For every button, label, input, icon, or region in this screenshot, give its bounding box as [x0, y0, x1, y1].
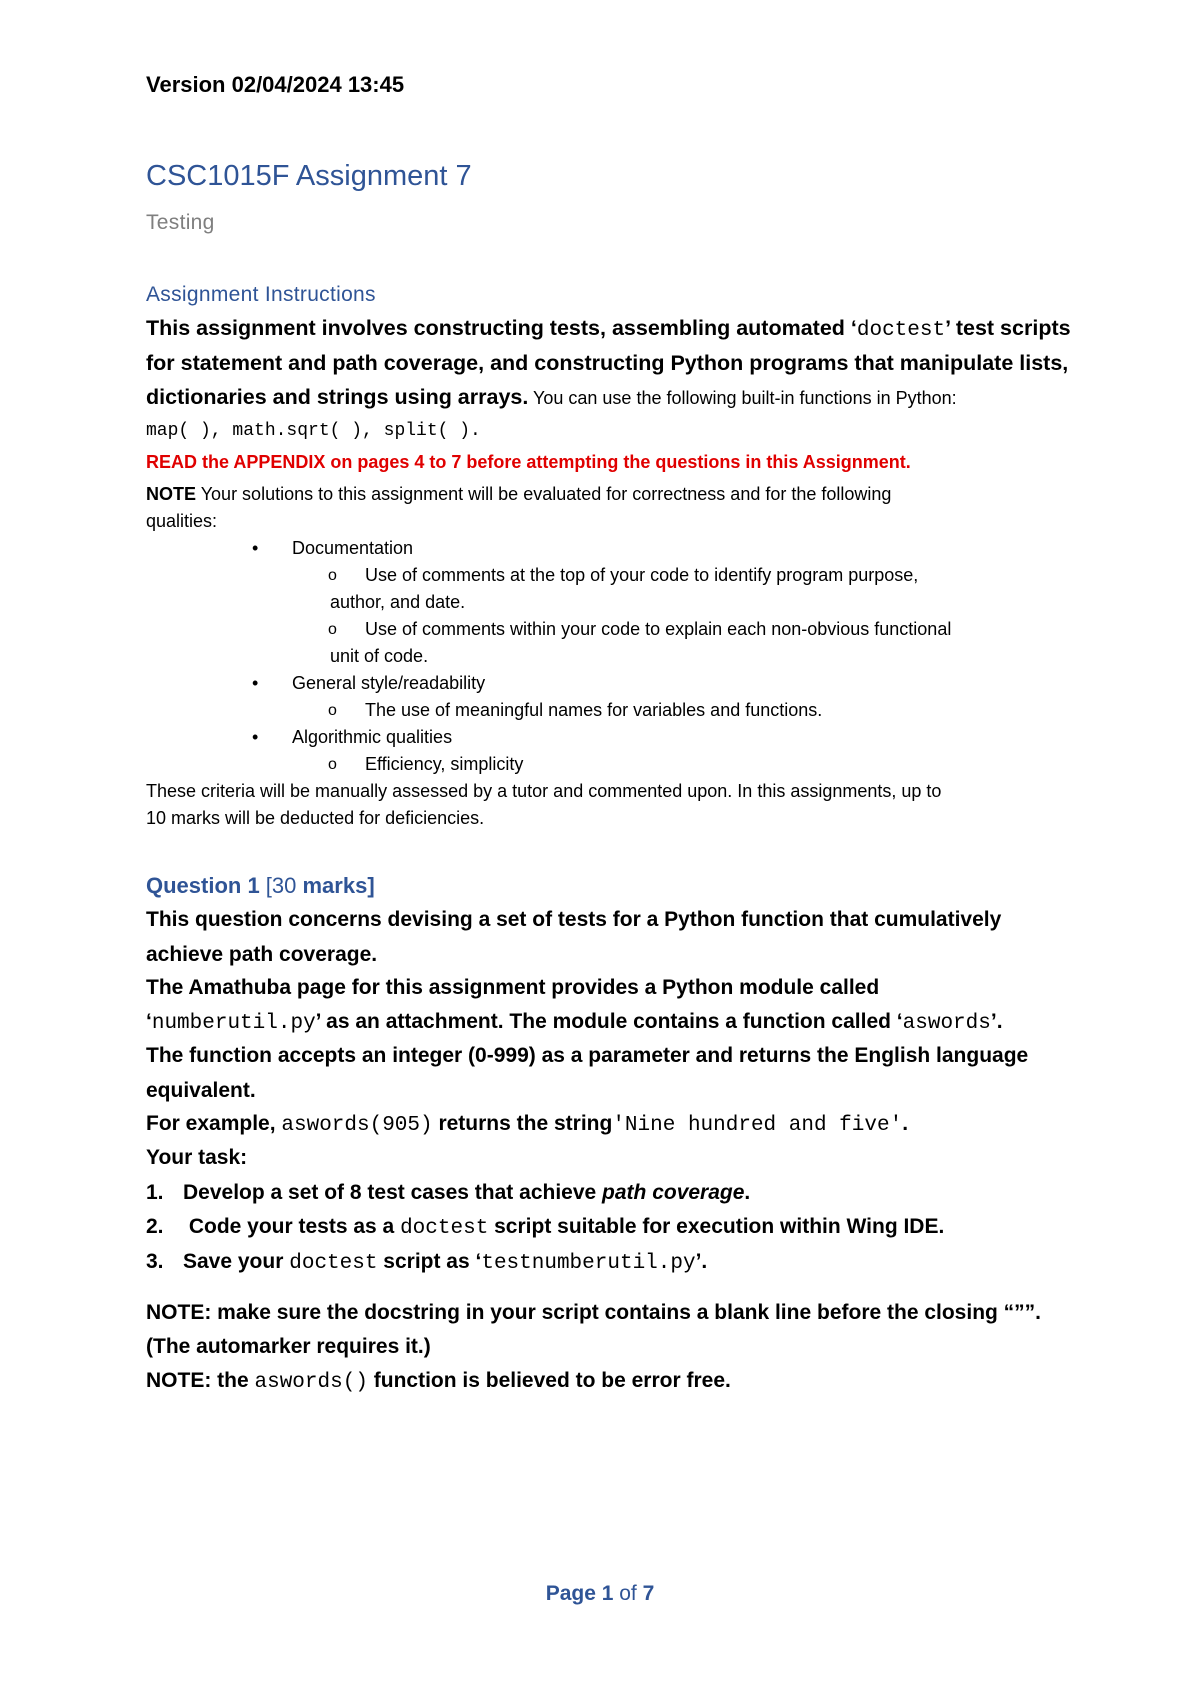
note-docstring: NOTE: make sure the docstring in your script contains a blank line before the closing “””. [146, 1301, 1042, 1324]
code-doctest: doctest [400, 1217, 489, 1240]
note-text: function is believed to be error free. [367, 1369, 731, 1392]
q1-paragraph-1: This question concerns devising a set of tests for a Python function that cumulatively [146, 908, 1002, 931]
sub-bullet-style1: The use of meaningful names for variables and functions. [365, 700, 823, 720]
criteria-line-2: 10 marks will be deducted for deficiencies. [146, 808, 485, 828]
code-doctest: doctest [856, 319, 946, 342]
task-text: script suitable for execution within Wing IDE. [488, 1215, 945, 1238]
intro-text: ’ test scripts [945, 316, 1071, 340]
q1-text: ‘ [146, 1010, 152, 1033]
page-subtitle: Testing [146, 211, 215, 234]
sub-bullet-icon: o [328, 702, 337, 719]
code-testnumberutil: testnumberutil.py [481, 1252, 696, 1275]
q1-text: . [902, 1112, 909, 1135]
sub-bullet-icon: o [328, 756, 337, 773]
bullet-dot-icon: • [252, 673, 259, 693]
q1-text: ’ as an attachment. The module contains a function called ‘ [315, 1010, 903, 1033]
intro-line-2: for statement and path coverage, and constructing Python programs that manipulate lists, [146, 351, 1069, 375]
bullet-algorithmic: Algorithmic qualities [292, 727, 453, 747]
code-doctest: doctest [289, 1252, 378, 1275]
task-number: 2. [146, 1215, 164, 1238]
q1-paragraph-6: equivalent. [146, 1079, 256, 1102]
sub-bullet-doc2b: unit of code. [330, 646, 429, 666]
question-marks-label: marks] [302, 873, 375, 898]
intro-text: You can use the following built-in functions in Python: [528, 388, 957, 408]
q1-text: returns the string [432, 1112, 613, 1135]
page-current: 1 [601, 1582, 614, 1605]
page-label: Page [545, 1582, 602, 1605]
sub-bullet-icon: o [328, 621, 337, 638]
code-example-call: aswords(905) [281, 1114, 433, 1137]
question-marks-text: [30 [265, 873, 303, 898]
task-text: Develop a set of 8 test cases that achieve [183, 1181, 603, 1204]
task-text: Code your tests as a [183, 1215, 401, 1238]
intro-line-3 [146, 385, 957, 410]
task-text: . [744, 1181, 751, 1204]
task-number: 1. [146, 1181, 164, 1204]
version-header: Version 02/04/2024 13:45 [146, 72, 405, 97]
code-aswords-call: aswords() [254, 1371, 368, 1394]
q1-paragraph-3: The Amathuba page for this assignment provides a Python module called [146, 976, 880, 999]
page-of: of [613, 1582, 643, 1605]
sub-bullet-doc1: Use of comments at the top of your code to identify program purpose, [365, 565, 919, 585]
code-numberutil: numberutil.py [151, 1012, 316, 1035]
task-number: 3. [146, 1250, 164, 1273]
code-aswords: aswords [902, 1012, 991, 1035]
intro-text: This assignment involves constructing tests, assembling automated ‘ [146, 316, 857, 340]
q1-text: For example, [146, 1112, 282, 1135]
note-text: Your solutions to this assignment will be evaluated for correctness and for the following [196, 484, 892, 504]
builtin-functions: map( ), math.sqrt( ), split( ). [146, 421, 481, 441]
task-item-1 [146, 1181, 750, 1205]
task-emphasis: path coverage [602, 1181, 745, 1204]
q1-paragraph-4 [146, 1010, 1003, 1035]
task-text: script as ‘ [377, 1250, 482, 1273]
q1-text: ’. [990, 1010, 1003, 1033]
note-error-free [146, 1369, 731, 1394]
read-appendix-note: READ the APPENDIX on pages 4 to 7 before attempting the questions in this Assignment. [146, 452, 911, 472]
bullet-dot-icon: • [252, 727, 259, 747]
page-total: 7 [642, 1582, 655, 1605]
note-label: NOTE [146, 484, 197, 504]
q1-paragraph-7 [146, 1112, 908, 1137]
task-text: ’. [695, 1250, 708, 1273]
note-text: NOTE: the [146, 1369, 255, 1392]
question1-heading [146, 873, 375, 899]
q1-paragraph-5: The function accepts an integer (0-999) as a parameter and returns the English language [146, 1044, 1029, 1067]
sub-bullet-icon: o [328, 567, 337, 584]
task-text: Save your [183, 1250, 290, 1273]
intro-line-1 [146, 316, 1071, 342]
code-example-string: 'Nine hundred and five' [612, 1114, 903, 1137]
note-line-2: qualities: [146, 511, 218, 531]
page-title: CSC1015F Assignment 7 [146, 160, 472, 192]
task-label: Your task: [146, 1146, 248, 1169]
intro-text: dictionaries and strings using arrays. [146, 385, 529, 409]
sub-bullet-doc2: Use of comments within your code to explain each non-obvious functional [365, 619, 952, 639]
question-heading-text: Question 1 [146, 873, 266, 898]
note-line-1 [146, 484, 891, 505]
bullet-style: General style/readability [292, 673, 486, 693]
bullet-dot-icon: • [252, 538, 259, 558]
task-item-3 [146, 1250, 707, 1275]
sub-bullet-doc1b: author, and date. [330, 592, 466, 612]
q1-paragraph-2: achieve path coverage. [146, 943, 378, 966]
sub-bullet-algo1: Efficiency, simplicity [365, 754, 524, 774]
page-number-footer [0, 1582, 1200, 1606]
task-item-2 [146, 1215, 944, 1240]
note-automarker: (The automarker requires it.) [146, 1335, 431, 1358]
criteria-line-1: These criteria will be manually assessed by a tutor and commented upon. In this assignments, up to [146, 781, 942, 801]
instructions-heading: Assignment Instructions [146, 283, 376, 306]
bullet-documentation: Documentation [292, 538, 414, 558]
